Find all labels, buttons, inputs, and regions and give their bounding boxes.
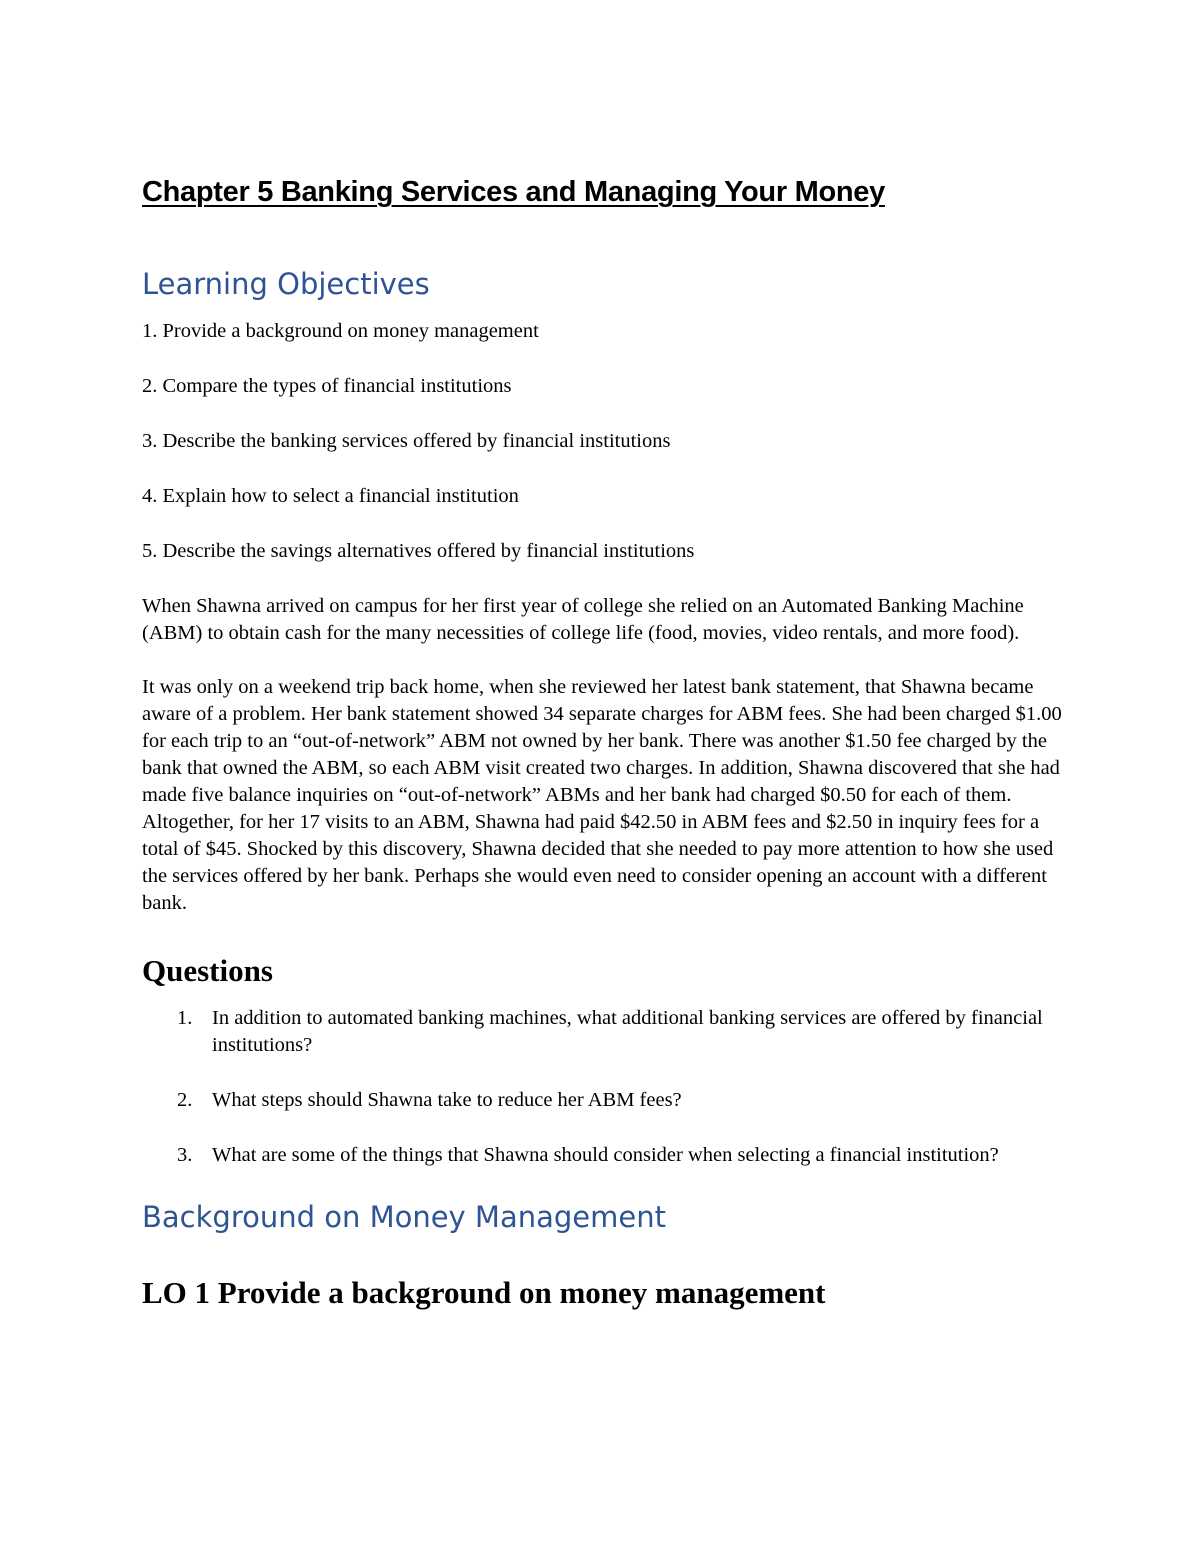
question-number: 1. [177, 1007, 193, 1029]
learning-objectives-list [142, 318, 1062, 565]
intro-paragraph: When Shawna arrived on campus for her first year of college she relied on an Automated Banking Machine (ABM) to obtain cash for the many necessities of college life (food, movies, video rentals, and more food). [142, 595, 1024, 644]
questions-heading: Questions [142, 953, 273, 988]
question-item [142, 1087, 1062, 1114]
learning-objective-item: 3. Describe the banking services offered by financial institutions [142, 430, 671, 452]
question-text: What are some of the things that Shawna should consider when selecting a financial institution? [212, 1144, 999, 1166]
learning-objective-item: 5. Describe the savings alternatives offered by financial institutions [142, 540, 695, 562]
question-text: What steps should Shawna take to reduce her ABM fees? [212, 1089, 682, 1111]
learning-objective-item: 2. Compare the types of financial institutions [142, 375, 512, 397]
question-item [142, 1005, 1062, 1059]
question-number: 2. [177, 1089, 193, 1111]
lo1-heading: LO 1 Provide a background on money management [142, 1275, 826, 1310]
document-content [142, 170, 1062, 1313]
question-number: 3. [177, 1144, 193, 1166]
questions-list [142, 1005, 1062, 1169]
document-title: Chapter 5 Banking Services and Managing Your Money [142, 176, 885, 208]
learning-objective-item: 1. Provide a background on money management [142, 320, 539, 342]
question-text: In addition to automated banking machines, what additional banking services are offered by financial institutions? [212, 1007, 1043, 1056]
question-item [142, 1142, 1062, 1169]
learning-objectives-heading: Learning Objectives [142, 267, 430, 301]
learning-objective-item: 4. Explain how to select a financial institution [142, 485, 519, 507]
story-paragraph: It was only on a weekend trip back home, when she reviewed her latest bank statement, that Shawna became aware of a problem. Her bank statement showed 34 separate charges for ABM fees. She had been charged $1.00 for each trip to an “out-of-network” ABM not owned by her bank. There was another $1.50 fee charged by the bank that owned the ABM, so each ABM visit created two charges. In addition, Shawna discovered that she had made five balance inquiries on “out-of-network” ABMs and her bank had charged $0.50 for each of them. Altogether, for her 17 visits to an ABM, Shawna had paid $42.50 in ABM fees and $2.50 in inquiry fees for a total of $45. Shocked by this discovery, Shawna decided that she needed to pay more attention to how she used the services offered by her bank. Perhaps she would even need to consider opening an account with a different bank. [142, 676, 1062, 914]
background-section-heading: Background on Money Management [142, 1200, 666, 1234]
